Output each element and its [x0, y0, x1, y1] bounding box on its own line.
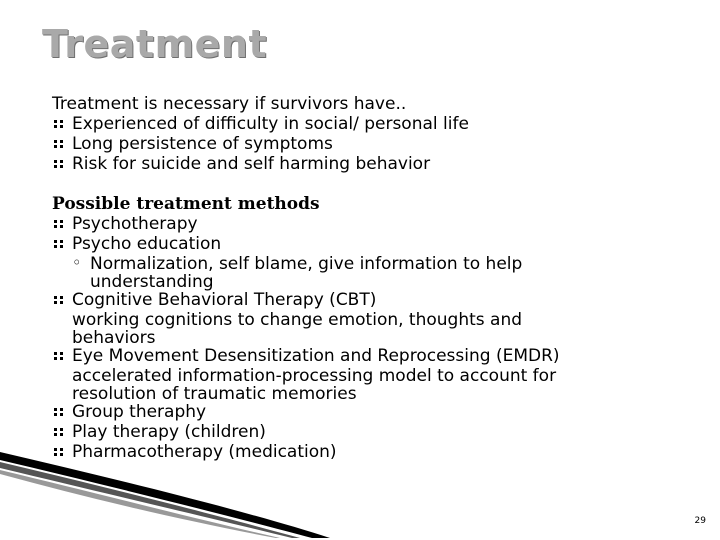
- page-number: 29: [694, 516, 706, 526]
- method-item-psycho-education: Psycho education: [52, 234, 692, 254]
- decorative-swoosh: [0, 450, 720, 540]
- intro-text: Treatment is necessary if survivors have..: [52, 94, 407, 114]
- method-item-group: Group theraphy: [52, 402, 692, 422]
- method-item-emdr: Eye Movement Desensitization and Reprocessing (EMDR): [52, 346, 692, 366]
- cbt-description-cont: behaviors: [72, 328, 156, 348]
- emdr-description: accelerated information-processing model to account for: [72, 366, 557, 386]
- method-item-pharma: Pharmacotherapy (medication): [52, 442, 692, 462]
- condition-item: Long persistence of symptoms: [52, 134, 692, 154]
- slide-content: [52, 94, 692, 462]
- method-item-psychotherapy: Psychotherapy: [52, 214, 692, 234]
- sub-item-normalization: ◦ Normalization, self blame, give information to help: [52, 254, 692, 274]
- condition-item: Experienced of difficulty in social/ personal life: [52, 114, 692, 134]
- cbt-description: working cognitions to change emotion, thoughts and: [72, 310, 523, 330]
- method-item-cbt: Cognitive Behavioral Therapy (CBT): [52, 290, 692, 310]
- sub-item-normalization-cont: understanding: [90, 272, 214, 292]
- emdr-description-cont: resolution of traumatic memories: [72, 384, 357, 404]
- condition-item: Risk for suicide and self harming behavior: [52, 154, 692, 174]
- method-item-play: Play therapy (children): [52, 422, 692, 442]
- slide-title: Treatment: [42, 22, 268, 66]
- methods-heading: Possible treatment methods: [52, 194, 320, 214]
